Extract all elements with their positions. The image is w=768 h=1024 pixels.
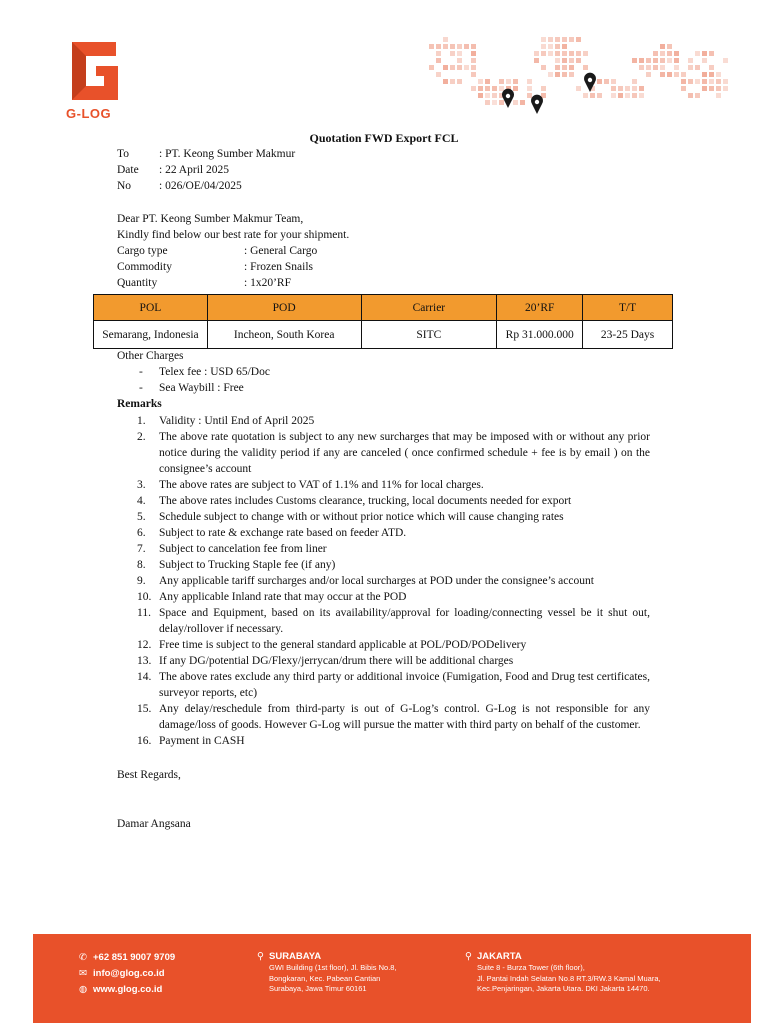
signature-name: Damar Angsana — [117, 818, 191, 830]
map-pin-icon — [502, 89, 514, 108]
list-item: 10. Any applicable Inland rate that may occur at the POD — [137, 591, 407, 603]
list-item: 3. The above rates are subject to VAT of 1.1% and 11% for local charges. — [137, 479, 484, 491]
col-pod: POD — [207, 295, 361, 321]
cell-pod: Incheon, South Korea — [207, 321, 361, 349]
brand-name: G-LOG — [66, 106, 112, 121]
rate-table-header — [94, 295, 673, 321]
location-pin-icon: ⚲ — [257, 951, 264, 962]
col-pol: POL — [94, 295, 208, 321]
quantity: Quantity : 1x20’RF — [117, 277, 291, 289]
globe-icon: ◍ — [79, 984, 88, 995]
list-item: 12. Free time is subject to the general standard applicable at POL/POD/PODelivery — [137, 639, 527, 651]
list-item: 6. Subject to rate & exchange rate based on feeder ATD. — [137, 527, 407, 539]
document-title: Quotation FWD Export FCL — [309, 131, 459, 145]
other-charges-title: Other Charges — [117, 350, 184, 362]
list-item: 16. Payment in CASH — [137, 735, 245, 747]
meta-date: Date : 22 April 2025 — [117, 164, 229, 176]
footer-surabaya: ⚲ SURABAYA GWI Building (1st floor), Jl. Bibis No.8, Bongkaran, Kec. Pabean Cantian Surabaya, Jawa Timur 60161 — [257, 951, 397, 993]
meta-no: No : 026/OE/04/2025 — [117, 180, 242, 192]
location-pin-icon: ⚲ — [465, 951, 472, 962]
list-item: 8. Subject to Trucking Staple fee (if any) — [137, 559, 336, 571]
list-item: 5. Schedule subject to change with or without prior notice which will cause changing rates — [137, 511, 564, 523]
footer-email: ✉ info@glog.co.id — [79, 966, 175, 982]
mail-icon: ✉ — [79, 968, 87, 979]
list-item: 9. Any applicable tariff surcharges and/or local surcharges at POD under the consignee’s account — [137, 575, 594, 587]
list-item: 1. Validity : Until End of April 2025 — [137, 415, 315, 427]
list-item: - Sea Waybill : Free — [139, 382, 244, 394]
map-pin-icon — [531, 95, 543, 114]
cell-carrier: SITC — [361, 321, 497, 349]
footer-phone: ✆ +62 851 9007 9709 — [79, 950, 175, 966]
whatsapp-icon: ✆ — [79, 952, 87, 963]
cell-pol: Semarang, Indonesia — [94, 321, 208, 349]
cell-rate: Rp 31.000.000 — [497, 321, 583, 349]
closing: Best Regards, — [117, 769, 181, 781]
intro-text: Kindly find below our best rate for your shipment. — [117, 229, 350, 241]
remarks-title: Remarks — [117, 398, 162, 410]
footer-website: ◍ www.glog.co.id — [79, 982, 175, 998]
footer-bar — [33, 934, 751, 1023]
list-item: 4. The above rates includes Customs clearance, trucking, local documents needed for export — [137, 495, 572, 507]
list-item: 15. Any delay/reschedule from third-party is out of G-Log’s control. G-Log is not responsible for any damage/loss of goods. However G-Log will pursue the matter with third party on behalf of the customer. — [137, 703, 650, 731]
rate-table — [93, 294, 673, 349]
col-carrier: Carrier — [361, 295, 497, 321]
footer-contact — [79, 950, 175, 998]
list-item: 2. The above rate quotation is subject to any new surcharges that may be imposed with or without any prior notice during the validity period if any are canceled ( once confirmed schedule + fee is by email ) on the consignee’s account — [137, 431, 650, 475]
table-row — [94, 321, 673, 349]
list-item: 13. If any DG/potential DG/Flexy/jerrycan/drum there will be additional charges — [137, 655, 514, 667]
list-item: - Telex fee : USD 65/Doc — [139, 366, 270, 378]
list-item: 14. The above rates exclude any third party or additional invoice (Fumigation, Food and Drug test certificates, surveyor reports, etc) — [137, 671, 650, 699]
list-item: 7. Subject to cancelation fee from liner — [137, 543, 327, 555]
meta-to: To : PT. Keong Sumber Makmur — [117, 148, 296, 160]
commodity: Commodity : Frozen Snails — [117, 261, 313, 273]
footer-jakarta: ⚲ JAKARTA Suite 8 - Burza Tower (6th floor), Jl. Pantai Indah Selatan No.8 RT.3/RW.3 Kamal Muara, Kec.Penjaringan, Jakarta Utara. DKI Jakarta 14470. — [465, 951, 661, 993]
col-20rf: 20’RF — [497, 295, 583, 321]
greeting: Dear PT. Keong Sumber Makmur Team, — [117, 213, 304, 225]
g-log-logo-icon — [64, 40, 128, 102]
cargo-type: Cargo type : General Cargo — [117, 245, 318, 257]
remarks-list — [117, 413, 650, 749]
col-tt: T/T — [583, 295, 673, 321]
cell-transit-time: 23-25 Days — [583, 321, 673, 349]
other-charges-list — [117, 364, 270, 396]
indonesia-map-graphic — [410, 18, 740, 128]
list-item: 11. Space and Equipment, based on its availability/approval for loading/connecting vessel be it shut out, delay/rollover if necessary. — [137, 607, 650, 635]
